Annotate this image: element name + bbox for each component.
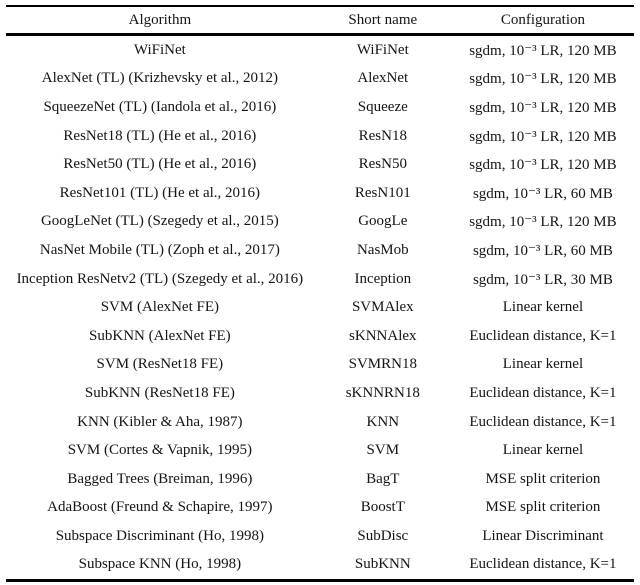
cell-algorithm: Inception ResNetv2 (TL) (Szegedy et al., 2016): [16, 270, 304, 287]
table-row: [6, 436, 634, 465]
table-row: [6, 551, 634, 581]
table-row: [6, 35, 634, 65]
cell-algorithm: SubKNN (ResNet18 FE): [84, 384, 235, 401]
table-row: [6, 265, 634, 294]
cell-algorithm: SVM (Cortes & Vapnik, 1995): [67, 442, 253, 459]
cell-short-name: SVM: [366, 442, 400, 459]
algorithms-table: [6, 5, 634, 582]
cell-algorithm: SVM (AlexNet FE): [100, 299, 220, 316]
table-row: [6, 322, 634, 351]
cell-short-name: SVMAlex: [351, 299, 414, 316]
table-row: [6, 408, 634, 437]
table-row: [6, 379, 634, 408]
cell-algorithm: ResNet101 (TL) (He et al., 2016): [59, 184, 261, 201]
table-row: [6, 208, 634, 237]
cell-configuration: sgdm, 10⁻³ LR, 60 MB: [472, 242, 613, 259]
cell-short-name: ResN18: [358, 127, 407, 144]
table-row: [6, 122, 634, 151]
cell-algorithm: NasNet Mobile (TL) (Zoph et al., 2017): [39, 241, 280, 258]
cell-algorithm: SVM (ResNet18 FE): [96, 356, 224, 373]
table-row: [6, 494, 634, 523]
cell-short-name: SubKNN: [354, 556, 411, 573]
cell-short-name: AlexNet: [357, 70, 409, 87]
cell-configuration: sgdm, 10⁻³ LR, 120 MB: [469, 214, 617, 231]
cell-configuration: sgdm, 10⁻³ LR, 30 MB: [472, 271, 613, 288]
cell-short-name: SVMRN18: [348, 356, 417, 373]
cell-configuration: sgdm, 10⁻³ LR, 120 MB: [469, 42, 617, 59]
cell-configuration: sgdm, 10⁻³ LR, 120 MB: [469, 71, 617, 88]
table-row: [6, 65, 634, 94]
cell-algorithm: KNN (Kibler & Aha, 1987): [77, 413, 243, 430]
cell-configuration: sgdm, 10⁻³ LR, 120 MB: [469, 157, 617, 174]
table-row: [6, 93, 634, 122]
table-row: [6, 522, 634, 551]
cell-configuration: Linear kernel: [502, 442, 584, 459]
cell-short-name: BoostT: [360, 499, 405, 516]
cell-short-name: WiFiNet: [356, 41, 409, 58]
cell-short-name: GoogLe: [358, 213, 408, 230]
cell-configuration: Euclidean distance, K=1: [469, 556, 617, 573]
column-header-configuration: Configuration: [452, 6, 634, 35]
table-row: [6, 465, 634, 494]
cell-short-name: Squeeze: [357, 98, 408, 115]
cell-short-name: SubDisc: [357, 527, 409, 544]
table-row: [6, 351, 634, 380]
column-header-algorithm: Algorithm: [6, 6, 314, 35]
cell-configuration: Euclidean distance, K=1: [469, 413, 617, 430]
cell-algorithm: ResNet50 (TL) (He et al., 2016): [63, 156, 257, 173]
cell-algorithm: WiFiNet: [133, 41, 186, 58]
cell-algorithm: Bagged Trees (Breiman, 1996): [67, 470, 253, 487]
cell-short-name: Inception: [354, 270, 412, 287]
cell-configuration: MSE split criterion: [485, 499, 601, 516]
cell-configuration: sgdm, 10⁻³ LR, 120 MB: [469, 128, 617, 145]
cell-short-name: ResN50: [358, 156, 407, 173]
cell-configuration: sgdm, 10⁻³ LR, 60 MB: [472, 185, 613, 202]
cell-configuration: sgdm, 10⁻³ LR, 120 MB: [469, 99, 617, 116]
cell-short-name: KNN: [366, 413, 400, 430]
table-body: [6, 35, 634, 581]
cell-algorithm: SubKNN (AlexNet FE): [89, 327, 231, 344]
cell-algorithm: AdaBoost (Freund & Schapire, 1997): [47, 499, 273, 516]
cell-configuration: Linear kernel: [502, 356, 584, 373]
cell-short-name: sKNNAlex: [349, 327, 417, 344]
table-row: [6, 179, 634, 208]
table-row: [6, 293, 634, 322]
cell-configuration: Linear kernel: [502, 299, 584, 316]
cell-configuration: MSE split criterion: [485, 470, 601, 487]
cell-short-name: NasMob: [356, 241, 409, 258]
cell-configuration: Linear Discriminant: [482, 527, 604, 544]
cell-algorithm: Subspace KNN (Ho, 1998): [78, 556, 242, 573]
cell-configuration: Euclidean distance, K=1: [469, 384, 617, 401]
header-row: [6, 6, 634, 35]
cell-algorithm: AlexNet (TL) (Krizhevsky et al., 2012): [41, 70, 278, 87]
cell-algorithm: ResNet18 (TL) (He et al., 2016): [63, 127, 257, 144]
cell-short-name: sKNNRN18: [345, 384, 420, 401]
cell-algorithm: GoogLeNet (TL) (Szegedy et al., 2015): [40, 213, 279, 230]
table-row: [6, 150, 634, 179]
cell-configuration: Euclidean distance, K=1: [469, 327, 617, 344]
column-header-short-name: Short name: [314, 6, 452, 35]
cell-short-name: ResN101: [354, 184, 411, 201]
cell-algorithm: Subspace Discriminant (Ho, 1998): [55, 527, 264, 544]
cell-algorithm: SqueezeNet (TL) (Iandola et al., 2016): [43, 98, 277, 115]
cell-short-name: BagT: [366, 470, 400, 487]
table-row: [6, 236, 634, 265]
